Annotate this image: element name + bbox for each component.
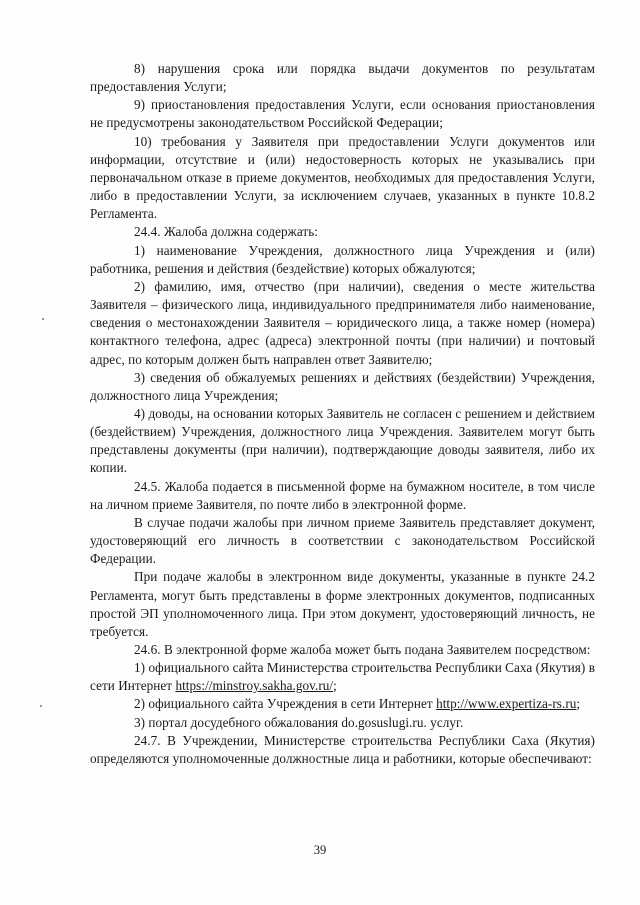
paragraph-24-6-item-2 (90, 695, 595, 713)
paragraph-item-10: 10) требования у Заявителя при предоставлении Услуги документов или информации, отсутствие и (или) недостоверность которых не указывались при первоначальном отказе в приеме документов, необходимых для предоставления Услуги, либо в предоставлении Услуги, за исключением случаев, указанных в пункте 10.8.2 Регламента. (90, 133, 595, 222)
ministry-website-link[interactable]: https://minstroy.sakha.gov.ru/ (175, 678, 334, 694)
page-number: 39 (313, 843, 327, 857)
item-1-text: 1) официального сайта Министерства строительства Республики Саха (Якутия) в сети Интернет (90, 660, 595, 694)
paragraph-24-4-item-3: 3) сведения об обжалуемых решениях и действиях (бездействии) Учреждения, должностного лица Учреждения; (90, 369, 595, 403)
paragraph-item-9: 9) приостановления предоставления Услуги, если основания приостановления не предусмотрены законодательством Российской Федерации; (90, 97, 595, 131)
scan-speck (42, 318, 44, 320)
paragraph-personal-reception: В случае подачи жалобы при личном приеме Заявитель представляет документ, удостоверяющий его личность в соответствии с законодательством Российской Федерации. (90, 514, 595, 567)
paragraph-item-8: 8) нарушения срока или порядка выдачи документов по результатам предоставления Услуги; (90, 61, 595, 95)
paragraph-24-4-item-4: 4) доводы, на основании которых Заявитель не согласен с решением и действием (бездействием) Учреждения, должностного лица Учреждения. Заявителем могут быть представлены документы (при наличии), подтверждающие доводы заявителя, либо их копии. (90, 405, 595, 476)
scan-speck (40, 705, 42, 707)
paragraph-24-4: 24.4. Жалоба должна содержать: (134, 224, 318, 240)
institution-website-link[interactable]: http://www.expertiza-rs.ru (436, 696, 577, 712)
item-2-text: 2) официального сайта Учреждения в сети Интернет (134, 696, 437, 712)
paragraph-24-4-item-1: 1) наименование Учреждения, должностного лица Учреждения и (или) работника, решения и действия (бездействие) которых обжалуются; (90, 242, 595, 276)
document-body (90, 60, 595, 768)
paragraph-24-6-item-3: 3) портал досудебного обжалования do.gosuslugi.ru. услуг. (134, 714, 464, 730)
item-1-tail: ; (333, 678, 337, 694)
paragraph-24-6: 24.6. В электронной форме жалоба может быть подана Заявителем посредством: (134, 642, 591, 657)
paragraph-24-6-item-1 (90, 659, 595, 695)
paragraph-24-4-item-2: 2) фамилию, имя, отчество (при наличии), сведения о месте жительства Заявителя – физического лица, индивидуального предпринимателя либо наименование, сведения о местонахождении Заявителя – юридического лица, а также номер (номера) контактного телефона, адрес (адреса) электронной почты (при наличии) и почтовый адрес, по которым должен быть направлен ответ Заявителю; (90, 278, 595, 367)
paragraph-24-5: 24.5. Жалоба подается в письменной форме на бумажном носителе, в том числе на личном приеме Заявителя, по почте либо в электронной форме. (90, 478, 595, 512)
paragraph-electronic-submission: При подаче жалобы в электронном виде документы, указанные в пункте 24.2 Регламента, могут быть представлены в форме электронных документов, подписанных простой ЭП уполномоченного лица. При этом документ, удостоверяющий личность, не требуется. (90, 569, 595, 639)
item-2-tail: ; (576, 696, 581, 712)
paragraph-24-7: 24.7. В Учреждении, Министерстве строительства Республики Саха (Якутия) определяются уполномоченные должностные лица и работники, которые обеспечивают: (90, 732, 595, 766)
